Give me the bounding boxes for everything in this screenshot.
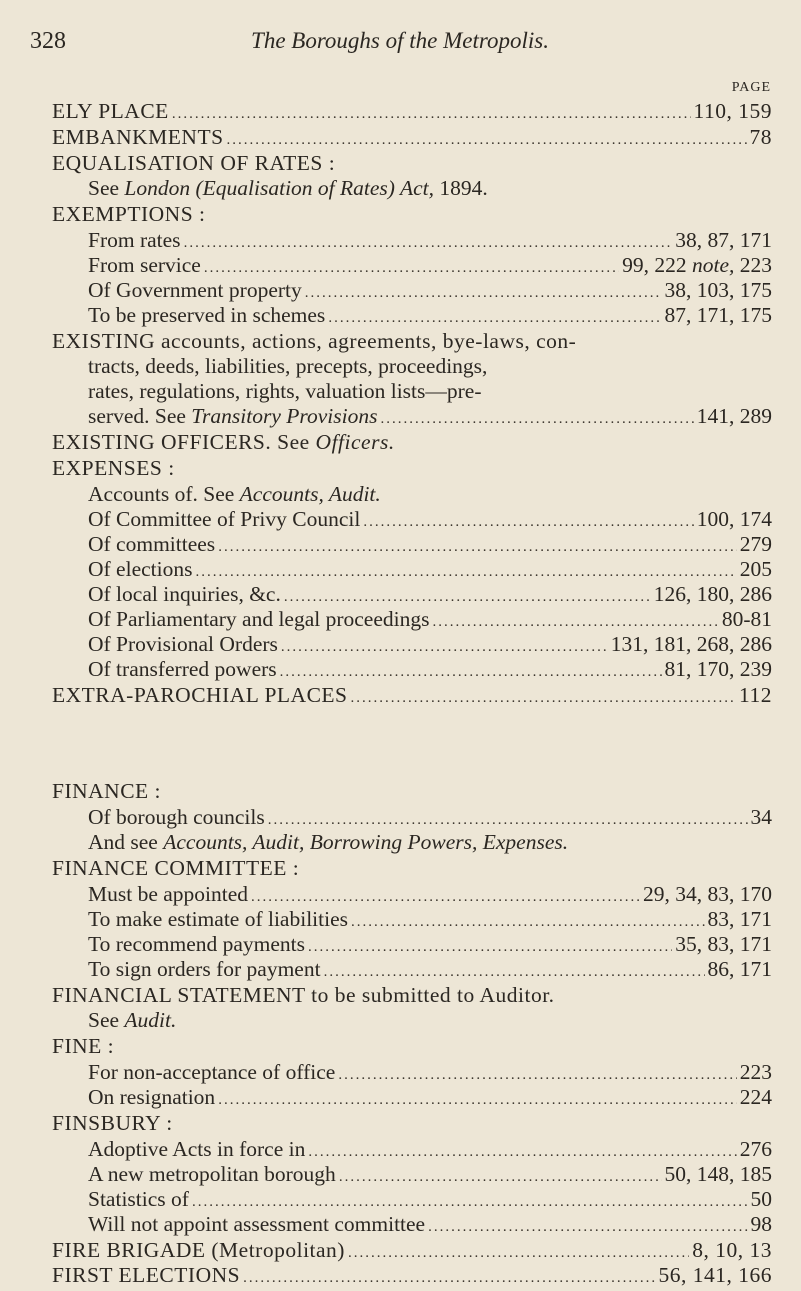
index-see-reference: And see Accounts, Audit, Borrowing Powers, Expenses.	[88, 830, 569, 854]
index-subentry: To sign orders for payment ..... 86, 171	[88, 956, 772, 982]
page-ref: 126, 180, 286	[653, 582, 772, 606]
leader-dots	[351, 685, 737, 711]
index-subentry: Statistics of ..... 50	[88, 1186, 772, 1212]
index-see-reference: See Audit.	[88, 1008, 177, 1032]
index-entry-embankments: EMBANKMENTS ..... 78	[52, 124, 772, 150]
page-ref: 38, 103, 175	[664, 278, 772, 302]
page-ref: 279	[739, 532, 772, 556]
page-ref: 223	[739, 1060, 772, 1084]
index-subentry: Of Government property ..... 38, 103, 175	[88, 277, 772, 303]
index-subentry: From service ..... 99, 222 note, 223	[88, 252, 772, 278]
page-ref: 112	[739, 683, 772, 707]
index-subentry: Of borough councils ..... 34	[88, 804, 772, 830]
page-ref: 131, 181, 268, 286	[610, 632, 772, 656]
leader-dots	[243, 1265, 655, 1291]
index-subentry: Of Parliamentary and legal proceedings ..... 80-81	[88, 606, 772, 632]
index-subentry: Adoptive Acts in force in ..... 276	[88, 1136, 772, 1162]
index-subentry: Accounts of. See Accounts, Audit.	[88, 482, 381, 506]
index-entry-ely-place: ELY PLACE ..... 110, 159	[52, 98, 772, 124]
page-ref: 80-81	[721, 607, 772, 631]
index-entry-financial-statement: FINANCIAL STATEMENT to be submitted to Auditor.	[52, 983, 555, 1007]
page-ref: 78	[749, 125, 772, 149]
index-subentry: Will not appoint assessment committee ..... 98	[88, 1211, 772, 1237]
page-ref: 110, 159	[693, 99, 772, 123]
page-number: 328	[30, 28, 66, 54]
page-column-label: PAGE	[731, 80, 771, 95]
page-ref: 99, 222 note, 223	[622, 253, 772, 277]
index-subentry: Of transferred powers ..... 81, 170, 239	[88, 656, 772, 682]
index-entry-existing: EXISTING accounts, actions, agreements, bye-laws, con-	[52, 329, 577, 353]
page-ref: 8, 10, 13	[692, 1238, 772, 1262]
page-ref: 29, 34, 83, 170	[643, 882, 772, 906]
index-entry-continuation: served. See Transitory Provisions ..... 141, 289	[88, 403, 772, 429]
page-ref: 56, 141, 166	[658, 1263, 772, 1287]
page-ref: 34	[750, 805, 772, 829]
index-subentry: Of Provisional Orders ..... 131, 181, 268, 286	[88, 631, 772, 657]
index-heading-exemptions: EXEMPTIONS :	[52, 202, 206, 226]
index-entry-existing-officers: EXISTING OFFICERS. See Officers.	[52, 430, 395, 454]
page-header	[30, 28, 770, 68]
index-entry-continuation: tracts, deeds, liabilities, precepts, proceedings,	[88, 354, 488, 378]
index-subentry: Of Committee of Privy Council ..... 100, 174	[88, 506, 772, 532]
page-ref: 86, 171	[707, 957, 772, 981]
index-subentry: For non-acceptance of office ..... 223	[88, 1059, 772, 1085]
page-ref: 87, 171, 175	[664, 303, 772, 327]
index-subentry: From rates ..... 38, 87, 171	[88, 227, 772, 253]
index-subentry: On resignation ..... 224	[88, 1084, 772, 1110]
page-ref: 100, 174	[696, 507, 772, 531]
page-ref: 141, 289	[696, 404, 772, 428]
index-entry-extra-parochial: EXTRA-PAROCHIAL PLACES ..... 112	[52, 682, 772, 708]
page-ref: 98	[750, 1212, 772, 1236]
page-ref: 38, 87, 171	[675, 228, 772, 252]
page-ref: 81, 170, 239	[664, 657, 772, 681]
index-see-reference: See London (Equalisation of Rates) Act, 1894.	[88, 176, 488, 200]
index-heading-finance-committee: FINANCE COMMITTEE :	[52, 856, 300, 880]
index-heading-finsbury: FINSBURY :	[52, 1111, 173, 1135]
index-entry-continuation: rates, regulations, rights, valuation lists—pre-	[88, 379, 482, 403]
index-subentry: Must be appointed ..... 29, 34, 83, 170	[88, 881, 772, 907]
index-subentry: Of committees ..... 279	[88, 531, 772, 557]
index-entry-first-elections: FIRST ELECTIONS ..... 56, 141, 166	[52, 1262, 772, 1288]
page-ref: 224	[739, 1085, 772, 1109]
index-heading-equalisation: EQUALISATION OF RATES :	[52, 151, 336, 175]
index-subentry: Of local inquiries, &c. ..... 126, 180, 286	[88, 581, 772, 607]
page-ref: 50	[750, 1187, 772, 1211]
index-subentry: To make estimate of liabilities ..... 83, 171	[88, 906, 772, 932]
index-heading-fine: FINE :	[52, 1034, 115, 1058]
index-entry-fire-brigade: FIRE BRIGADE (Metropolitan) ..... 8, 10, 13	[52, 1237, 772, 1263]
page-ref: 50, 148, 185	[664, 1162, 772, 1186]
index-subentry: To recommend payments ..... 35, 83, 171	[88, 931, 772, 957]
page-ref: 35, 83, 171	[675, 932, 772, 956]
page-ref: 276	[739, 1137, 772, 1161]
index-subentry: Of elections ..... 205	[88, 556, 772, 582]
page-ref: 205	[739, 557, 772, 581]
page-ref: 83, 171	[707, 907, 772, 931]
index-subentry: To be preserved in schemes ..... 87, 171, 175	[88, 302, 772, 328]
index-heading-expenses: EXPENSES :	[52, 456, 175, 480]
index-heading-finance: FINANCE :	[52, 779, 162, 803]
index-subentry: A new metropolitan borough ..... 50, 148, 185	[88, 1161, 772, 1187]
running-title: The Boroughs of the Metropolis.	[251, 28, 549, 53]
